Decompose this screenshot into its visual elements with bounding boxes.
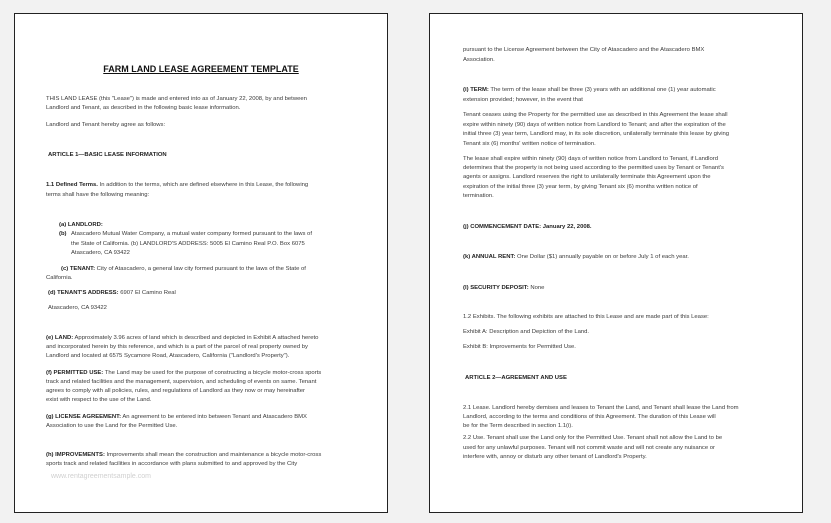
pursuant-line-2: Association. [463,57,495,63]
exhibit-b: Exhibit B: Improvements for Permitted Use. [463,344,576,350]
landlord-line-3: Atascadero, CA 93422 [71,250,130,256]
security-deposit: (l) SECURITY DEPOSIT: None [463,285,545,291]
expire-line-5: termination. [463,193,494,199]
article-2-heading: ARTICLE 2—AGREEMENT AND USE [465,375,567,381]
document-title: FARM LAND LEASE AGREEMENT TEMPLATE [103,64,299,74]
lease-21-line-1: 2.1 Lease. Landlord hereby demises and leases to Tenant the Land, and Tenant shall lease the Land from [463,405,739,411]
tenant-line-1: (c) TENANT: City of Atascadero, a general law city formed pursuant to the laws of the State of [61,266,306,272]
use-22-line-3: interfere with, annoy or disturb any other tenant of Landlord's Property. [463,454,647,460]
tenant-address-line-1: (d) TENANT'S ADDRESS: 6907 El Camino Real [48,290,176,296]
license-line-2: Association to use the Land for the Permitted Use. [46,423,178,429]
land-line-3: Landlord and located at 6575 Sycamore Road, Atascadero, California ("Landlord's Property"). [46,353,290,359]
pursuant-line-1: pursuant to the License Agreement between the City of Atascadero and the Atascadero BMX [463,47,705,53]
license-line-1: (g) LICENSE AGREEMENT: An agreement to be entered into between Tenant and Atascadero BMX [46,414,307,420]
landlord-b-label: (b) [59,231,67,237]
land-line-2: and incorporated herein by this reference, and which is a part of the parcel of real property owned by [46,344,308,350]
annual-rent: (k) ANNUAL RENT: One Dollar ($1) annually payable on or before July 1 of each year. [463,254,689,260]
intro-line-2: Landlord and Tenant, as described in the following basic lease information. [46,105,241,111]
permitted-use-line-3: agrees to comply with all policies, rules, and regulations of Landlord as they now or may hereinafter [46,388,305,394]
expire-line-3: agents or assigns. Landlord reserves the right to unilaterally terminate this Agreement upon the [463,174,711,180]
defined-terms-line-1: 1.1 Defined Terms. In addition to the terms, which are defined elsewhere in this Lease, the following [46,182,309,188]
use-22-line-1: 2.2 Use. Tenant shall use the Land only for the Permitted Use. Tenant shall not allow the Land to be [463,435,723,441]
cease-line-3: initial three (3) year term, Landlord may, in its sole discretion, unilaterally terminate this lease by giving [463,131,730,137]
improvements-line-1: (h) IMPROVEMENTS: Improvements shall mean the construction and maintenance a bicycle motor-cross [46,452,322,458]
agree-line: Landlord and Tenant hereby agree as follows: [46,122,166,128]
lease-21-line-3: be for the Term described in section 1.1(i). [463,423,573,429]
expire-line-1: The lease shall expire within ninety (90) days of written notice from Landlord to Tenant, if Landlord [463,156,718,162]
tenant-line-2: California. [46,275,73,281]
land-line-1: (e) LAND: Approximately 3.96 acres of land which is described and depicted in Exhibit A attached hereto [46,335,319,341]
article-1-heading: ARTICLE 1—BASIC LEASE INFORMATION [48,152,167,158]
document-page-right [429,13,803,513]
document-page-left [14,13,388,513]
permitted-use-line-1: (f) PERMITTED USE: The Land may be used for the purpose of constructing a bicycle motor-cross sports [46,370,322,376]
landlord-line-1: Atascadero Mutual Water Company, a mutual water company formed pursuant to the laws of [71,231,312,237]
landlord-label: (a) LANDLORD: [59,222,103,228]
expire-line-2: determines that the property is not being used according to the permitted uses by Tenant or Tenant's [463,165,724,171]
improvements-line-2: sports track and related facilities in accordance with plans submitted to and approved by the City [46,461,298,467]
term-line-2: extension provided; however, in the event that [463,97,583,103]
defined-terms-line-2: terms shall have the following meaning: [46,192,150,198]
tenant-address-line-2: Atascadero, CA 93422 [48,305,107,311]
watermark: www.rentagreementsample.com [51,473,151,480]
exhibit-a: Exhibit A: Description and Depiction of the Land. [463,329,590,335]
commencement-date: (j) COMMENCEMENT DATE: January 22, 2008. [463,224,592,230]
cease-line-1: Tenant ceases using the Property for the permitted use as described in this Agreement the lease shall [463,112,728,118]
use-22-line-2: used for any unlawful purposes. Tenant will not commit waste and will not create any nuisance or [463,445,716,451]
lease-21-line-2: Landlord, according to the terms and conditions of this Agreement. The duration of this Lease will [463,414,716,420]
intro-line-1: THIS LAND LEASE (this "Lease") is made and entered into as of January 22, 2008, by and between [46,96,307,102]
term-line-1: (i) TERM: The term of the lease shall be three (3) years with an additional one (1) year automatic [463,87,716,93]
permitted-use-line-2: track and related facilities and the management, supervision, and scheduling of events on same. Tenant [46,379,317,385]
cease-line-4: Tenant six (6) months' written notice of termination. [463,141,596,147]
landlord-line-2: the State of California. (b) LANDLORD'S ADDRESS: 5005 El Camino Real P.O. Box 6075 [71,241,305,247]
expire-line-4: expiration of the initial three (3) year term, by giving Tenant six (6) months written notice of [463,184,698,190]
exhibits-line: 1.2 Exhibits. The following exhibits are attached to this Lease and are made part of this Lease: [463,314,709,320]
cease-line-2: expire within ninety (90) days of written notice from Landlord to Tenant; and after the expiration of the [463,122,726,128]
permitted-use-line-4: exist with respect to the use of the Land. [46,397,152,403]
